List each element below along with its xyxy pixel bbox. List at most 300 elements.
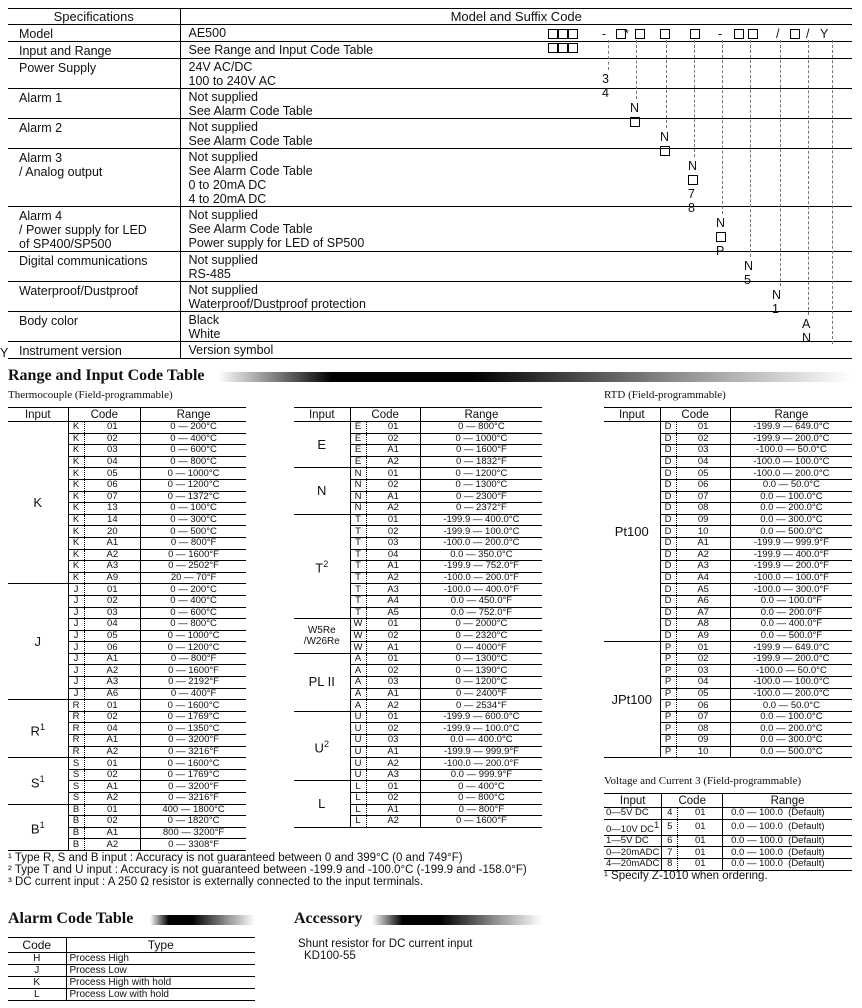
range-value: 0.0 — 100.0°F bbox=[730, 595, 852, 607]
code-letter: J bbox=[68, 607, 84, 619]
code-number: 02 bbox=[676, 653, 730, 665]
code-number: 02 bbox=[366, 793, 420, 805]
range-value: 0 — 1200°C bbox=[420, 677, 542, 689]
range-value: 0 — 1200°C bbox=[420, 468, 542, 480]
code-letter: R bbox=[68, 700, 84, 712]
range-value: 0 — 800°C bbox=[420, 793, 542, 805]
thermocouple-table-2 bbox=[294, 407, 542, 828]
code-letter: T bbox=[350, 572, 366, 584]
spec-name bbox=[8, 282, 180, 312]
code-letter: J bbox=[68, 642, 84, 654]
code-letter: J bbox=[68, 584, 84, 596]
range-value: -199.9 — 100.0°C bbox=[420, 723, 542, 735]
input-type: J bbox=[34, 633, 41, 649]
alarm-type: Process High bbox=[66, 953, 255, 965]
input-type: S bbox=[30, 775, 40, 791]
code-letter: P bbox=[660, 700, 676, 712]
code-letter: J bbox=[68, 595, 84, 607]
range-value: 0 — 800°F bbox=[141, 537, 246, 549]
code-number: 02 bbox=[366, 479, 420, 491]
range-value: 0.0 — 999.9°F bbox=[420, 769, 542, 781]
range-row bbox=[604, 858, 852, 870]
code-number: A2 bbox=[84, 839, 141, 851]
range-value: 0.0 — 400.0°C bbox=[420, 735, 542, 747]
code-guide-line bbox=[608, 40, 609, 70]
input-type: 0—10V DC bbox=[606, 823, 655, 835]
suffix-code: 7 bbox=[688, 187, 695, 201]
spec-value-line: Not supplied bbox=[188, 150, 258, 164]
spec-row bbox=[8, 207, 852, 252]
range-value: 0 — 500°C bbox=[141, 526, 246, 538]
code-number: 06 bbox=[676, 700, 730, 712]
code-number: 02 bbox=[366, 433, 420, 445]
code-letter: K bbox=[68, 514, 84, 526]
range-value: 0 — 1350°C bbox=[141, 723, 246, 735]
range-value: -199.9 — 200.0°C bbox=[730, 653, 852, 665]
code-number: 01 bbox=[678, 835, 723, 847]
code-letter: R bbox=[68, 735, 84, 747]
range-value: -199.9 — 200.0°F bbox=[730, 561, 852, 573]
code-number: 20 bbox=[84, 526, 141, 538]
input-type-cell bbox=[8, 422, 68, 584]
range-row bbox=[604, 847, 852, 859]
range-value: 0 — 1300°C bbox=[420, 653, 542, 665]
code-number: A8 bbox=[676, 619, 730, 631]
title-bar-alarm bbox=[150, 915, 255, 925]
input-type-cell bbox=[294, 653, 350, 711]
range-value: 0.0 — 200.0°C bbox=[730, 503, 852, 515]
spec-name-line: Alarm 1 bbox=[19, 91, 63, 105]
code-number: 03 bbox=[366, 677, 420, 689]
code-letter: P bbox=[660, 642, 676, 654]
input-type: B bbox=[30, 821, 40, 837]
spec-header-row bbox=[8, 9, 852, 25]
code-number: A4 bbox=[676, 572, 730, 584]
range-value: 0 — 300°C bbox=[141, 514, 246, 526]
suffix-code: A bbox=[802, 317, 811, 331]
code-letter: D bbox=[660, 422, 676, 434]
code-letter: D bbox=[660, 468, 676, 480]
spec-value-line: See Alarm Code Table bbox=[188, 164, 313, 178]
spec-header-right: Model and Suffix Code bbox=[180, 9, 852, 25]
code-number: 13 bbox=[84, 503, 141, 515]
code-letter: K bbox=[68, 445, 84, 457]
range-value: 0 — 1000°C bbox=[141, 630, 246, 642]
code-guide-line bbox=[722, 40, 723, 214]
code-number: 09 bbox=[676, 514, 730, 526]
range-value: -100.0 — 50.0°C bbox=[730, 445, 852, 457]
range-value: -199.9 — 600.0°C bbox=[420, 711, 542, 723]
code-number: 03 bbox=[366, 537, 420, 549]
code-number: 07 bbox=[84, 491, 141, 503]
code-letter: 6 bbox=[662, 835, 678, 847]
spec-row bbox=[8, 282, 852, 312]
input-type-cell bbox=[604, 835, 662, 847]
accessory-line-2: KD100-55 bbox=[304, 950, 356, 962]
code-letter: B bbox=[68, 827, 84, 839]
code-letter: K bbox=[68, 491, 84, 503]
range-row bbox=[294, 422, 542, 434]
model-code-mark: / bbox=[806, 27, 810, 41]
spec-value-line: Black bbox=[188, 313, 220, 327]
spec-name-line: Body color bbox=[19, 314, 79, 328]
code-number: A3 bbox=[84, 677, 141, 689]
spec-name bbox=[8, 312, 180, 342]
range-value: 0.0 — 350.0°C bbox=[420, 549, 542, 561]
spec-value-line: Waterproof/Dustproof protection bbox=[188, 297, 366, 311]
code-number: 01 bbox=[676, 642, 730, 654]
range-value: 0 — 600°C bbox=[141, 445, 246, 457]
code-number: 10 bbox=[676, 746, 730, 758]
spec-row bbox=[8, 89, 852, 119]
input-type: K bbox=[33, 494, 43, 510]
code-number: 08 bbox=[676, 723, 730, 735]
accessory-line-1: Shunt resistor for DC current input bbox=[298, 938, 473, 950]
range-row bbox=[604, 819, 852, 835]
alarm-row bbox=[8, 965, 255, 977]
code-number: 01 bbox=[366, 781, 420, 793]
range-row bbox=[294, 468, 542, 480]
spec-values bbox=[180, 149, 852, 207]
spec-name bbox=[8, 25, 180, 42]
suffix-code: 4 bbox=[602, 86, 609, 100]
col-code: Code bbox=[662, 794, 723, 808]
input-type: PL II bbox=[308, 674, 335, 690]
spec-value-line: 24V AC/DC bbox=[188, 60, 253, 74]
range-header-row bbox=[604, 794, 852, 808]
alarm-col-type: Type bbox=[66, 938, 255, 953]
spec-name-line: / Power supply for LED bbox=[19, 223, 147, 237]
range-value: 0.0 — 450.0°F bbox=[420, 595, 542, 607]
range-value: -199.9 — 752.0°F bbox=[420, 561, 542, 573]
suffix-code: N bbox=[660, 130, 670, 144]
model-code-mark bbox=[660, 27, 670, 41]
model-code-mark: / bbox=[776, 27, 780, 41]
code-letter: P bbox=[660, 665, 676, 677]
range-value: 0 — 600°C bbox=[141, 607, 246, 619]
code-letter: U bbox=[350, 746, 366, 758]
spec-name-line: Alarm 2 bbox=[19, 121, 63, 135]
range-value: 0 — 800°F bbox=[141, 653, 246, 665]
spec-value-line: 4 to 20mA DC bbox=[188, 192, 267, 206]
spec-row bbox=[8, 42, 852, 59]
spec-row bbox=[8, 25, 852, 42]
code-letter: D bbox=[660, 584, 676, 596]
spec-row bbox=[8, 59, 852, 89]
alarm-type: Process High with hold bbox=[66, 977, 255, 989]
code-number: 03 bbox=[84, 445, 141, 457]
code-letter: D bbox=[660, 526, 676, 538]
code-number: A1 bbox=[366, 642, 420, 654]
code-number: A2 bbox=[84, 793, 141, 805]
code-letter: U bbox=[350, 723, 366, 735]
code-number: 02 bbox=[676, 433, 730, 445]
code-number: 02 bbox=[84, 769, 141, 781]
spec-value-line: See Alarm Code Table bbox=[188, 104, 313, 118]
code-letter: P bbox=[660, 711, 676, 723]
code-number: A5 bbox=[676, 584, 730, 596]
code-letter: D bbox=[660, 572, 676, 584]
model-code-mark: Y bbox=[820, 27, 829, 41]
code-letter: D bbox=[660, 607, 676, 619]
range-value: -100.0 — 200.0°C bbox=[730, 688, 852, 700]
range-value: 0 — 2502°F bbox=[141, 561, 246, 573]
spec-name-line: Waterproof/Dustproof bbox=[19, 284, 139, 298]
alarm-code-table bbox=[8, 937, 255, 1001]
code-number: 05 bbox=[84, 630, 141, 642]
range-value: 0.0 — 200.0°F bbox=[730, 607, 852, 619]
code-number: 01 bbox=[676, 422, 730, 434]
code-number: A2 bbox=[84, 549, 141, 561]
code-letter: K bbox=[68, 479, 84, 491]
accessory-text bbox=[298, 938, 473, 962]
spec-name bbox=[8, 59, 180, 89]
suffix-code: N bbox=[772, 288, 782, 302]
range-value: 0.0 — 100.0°C bbox=[730, 711, 852, 723]
spec-values bbox=[180, 59, 852, 89]
range-value: 0 — 100°C bbox=[141, 503, 246, 515]
code-letter: J bbox=[68, 677, 84, 689]
code-letter: P bbox=[660, 653, 676, 665]
spec-value-line: See Range and Input Code Table bbox=[188, 43, 374, 57]
code-letter: A bbox=[350, 665, 366, 677]
suffix-code bbox=[688, 173, 698, 187]
code-number: 03 bbox=[84, 607, 141, 619]
spec-values bbox=[180, 89, 852, 119]
footnote-3: ³ DC current input : A 250 Ω resistor is externally connected to the input terminals. bbox=[8, 876, 424, 888]
spec-value-line: Not supplied bbox=[188, 253, 258, 267]
range-row bbox=[8, 758, 246, 770]
code-letter: P bbox=[660, 677, 676, 689]
input-code-marks bbox=[548, 41, 578, 55]
range-value: 0.0 — 200.0°C bbox=[730, 723, 852, 735]
code-number: 14 bbox=[84, 514, 141, 526]
suffix-code: N bbox=[630, 101, 640, 115]
code-letter: U bbox=[350, 735, 366, 747]
code-number: 06 bbox=[676, 479, 730, 491]
code-letter: T bbox=[350, 549, 366, 561]
code-letter: N bbox=[350, 479, 366, 491]
code-number: A4 bbox=[366, 595, 420, 607]
spec-name-line: Model bbox=[19, 27, 54, 41]
code-number: 04 bbox=[676, 677, 730, 689]
code-letter: J bbox=[68, 619, 84, 631]
range-value: 0 — 2320°C bbox=[420, 630, 542, 642]
code-guide-line bbox=[636, 40, 637, 99]
range-value: -199.9 — 200.0°C bbox=[730, 433, 852, 445]
code-letter: E bbox=[350, 422, 366, 434]
code-guide-line bbox=[666, 40, 667, 128]
code-letter: T bbox=[350, 526, 366, 538]
code-letter: L bbox=[350, 781, 366, 793]
code-number: 03 bbox=[676, 665, 730, 677]
col-range: Range bbox=[420, 408, 542, 422]
col-input: Input bbox=[604, 794, 662, 808]
code-number: A2 bbox=[366, 816, 420, 828]
code-number: A1 bbox=[84, 653, 141, 665]
range-value: 0.0 — 100.0 (Default) bbox=[723, 835, 852, 847]
code-letter: D bbox=[660, 595, 676, 607]
code-letter: R bbox=[68, 723, 84, 735]
input-type-cell: $R^1$ bbox=[8, 700, 68, 758]
code-letter: L bbox=[350, 804, 366, 816]
input-type: T bbox=[315, 560, 324, 576]
spec-value-line: 0 to 20mA DC bbox=[188, 178, 267, 192]
range-row bbox=[604, 642, 852, 654]
range-value: -199.9 — 999.9°F bbox=[420, 746, 542, 758]
code-letter: P bbox=[660, 723, 676, 735]
spec-name-line: of SP400/SP500 bbox=[19, 237, 112, 251]
suffix-code: Y bbox=[0, 346, 9, 360]
code-letter: 7 bbox=[662, 847, 678, 859]
spec-header-left: Specifications bbox=[8, 9, 180, 25]
code-letter: N bbox=[350, 468, 366, 480]
model-code-mark bbox=[734, 27, 744, 41]
suffix-code bbox=[716, 230, 726, 244]
alarm-row bbox=[8, 953, 255, 965]
range-value: 0 — 3200°F bbox=[141, 781, 246, 793]
input-type: R bbox=[30, 722, 40, 738]
spec-name bbox=[8, 252, 180, 282]
range-row bbox=[8, 584, 246, 596]
model-code-mark bbox=[790, 27, 800, 41]
code-letter: T bbox=[350, 584, 366, 596]
range-header-row bbox=[604, 408, 852, 422]
suffix-code bbox=[660, 144, 670, 158]
code-number: 01 bbox=[84, 700, 141, 712]
range-value: -100.0 — 200.0°C bbox=[420, 537, 542, 549]
range-value: -100.0 — 50.0°C bbox=[730, 665, 852, 677]
col-range: Range bbox=[723, 794, 852, 808]
alarm-col-code: Code bbox=[8, 938, 66, 953]
input-type-cell bbox=[604, 847, 662, 859]
suffix-code: N bbox=[802, 331, 812, 345]
code-letter: D bbox=[660, 491, 676, 503]
spec-value-line: See Alarm Code Table bbox=[188, 134, 313, 148]
voltage-current-note: ¹ Specify Z-1010 when ordering. bbox=[604, 870, 768, 882]
input-type-cell bbox=[294, 781, 350, 827]
code-number: 06 bbox=[84, 479, 141, 491]
code-letter: U bbox=[350, 711, 366, 723]
code-guide-line bbox=[832, 40, 833, 344]
input-type: Pt100 bbox=[614, 523, 649, 539]
input-type-cell: $U^2$ bbox=[294, 711, 350, 781]
range-row bbox=[294, 711, 542, 723]
code-letter: 5 bbox=[662, 819, 678, 835]
spec-value-line: AE500 bbox=[188, 26, 227, 40]
suffix-code: N bbox=[688, 159, 698, 173]
code-letter: D bbox=[660, 619, 676, 631]
alarm-code: H bbox=[8, 953, 66, 965]
spec-row bbox=[8, 149, 852, 207]
range-value: 0 — 2400°F bbox=[420, 688, 542, 700]
input-type: E bbox=[317, 436, 327, 452]
suffix-code: P bbox=[716, 244, 725, 258]
range-value: 0 — 2372°F bbox=[420, 503, 542, 515]
range-value: 0.0 — 100.0 (Default) bbox=[723, 819, 852, 835]
code-letter: L bbox=[350, 816, 366, 828]
range-value: 0 — 400°C bbox=[420, 781, 542, 793]
input-type: JPt100 bbox=[611, 691, 652, 707]
range-row bbox=[8, 700, 246, 712]
col-range: Range bbox=[730, 408, 852, 422]
model-code-mark bbox=[690, 27, 700, 41]
code-number: 03 bbox=[676, 445, 730, 457]
range-value: 0 — 1600°F bbox=[420, 445, 542, 457]
code-number: 01 bbox=[366, 619, 420, 631]
spec-name bbox=[8, 207, 180, 252]
code-letter: B bbox=[68, 816, 84, 828]
spec-name bbox=[8, 119, 180, 149]
alarm-code: K bbox=[8, 977, 66, 989]
range-value: 0.0 — 300.0°C bbox=[730, 514, 852, 526]
code-number: A1 bbox=[84, 537, 141, 549]
range-value: 0 — 400°F bbox=[141, 688, 246, 700]
spec-values bbox=[180, 207, 852, 252]
code-number: A2 bbox=[676, 549, 730, 561]
range-value: 0.0 — 752.0°F bbox=[420, 607, 542, 619]
code-number: 05 bbox=[676, 468, 730, 480]
alarm-code: L bbox=[8, 989, 66, 1001]
range-value: 0 — 1600°F bbox=[420, 816, 542, 828]
code-number: 04 bbox=[84, 456, 141, 468]
code-number: A1 bbox=[366, 746, 420, 758]
code-letter: R bbox=[68, 711, 84, 723]
specifications-table bbox=[8, 8, 852, 359]
range-value: 0.0 — 50.0°C bbox=[730, 479, 852, 491]
title-bar-range bbox=[218, 372, 852, 382]
code-number: A6 bbox=[676, 595, 730, 607]
code-number: 04 bbox=[84, 619, 141, 631]
code-number: 01 bbox=[84, 758, 141, 770]
input-type: 1—5V DC bbox=[606, 835, 649, 847]
spec-value-line: Version symbol bbox=[188, 343, 274, 357]
model-code-mark: - bbox=[602, 27, 607, 41]
code-letter: D bbox=[660, 630, 676, 642]
range-value: 0 — 1372°C bbox=[141, 491, 246, 503]
range-value: 0 — 2534°F bbox=[420, 700, 542, 712]
code-letter: L bbox=[350, 793, 366, 805]
code-number: 06 bbox=[84, 642, 141, 654]
code-number: 04 bbox=[84, 723, 141, 735]
range-value: -100.0 — 200.0°F bbox=[420, 758, 542, 770]
code-letter: T bbox=[350, 561, 366, 573]
spec-name bbox=[8, 149, 180, 207]
range-row bbox=[604, 422, 852, 434]
code-number: 10 bbox=[676, 526, 730, 538]
code-number: A2 bbox=[366, 758, 420, 770]
range-value: -100.0 — 200.0°F bbox=[420, 572, 542, 584]
input-type-cell: $T^2$ bbox=[294, 514, 350, 618]
range-value: -199.9 — 999.9°F bbox=[730, 537, 852, 549]
code-letter: T bbox=[350, 607, 366, 619]
code-letter: P bbox=[660, 688, 676, 700]
code-number: A1 bbox=[366, 491, 420, 503]
spec-value-line: Not supplied bbox=[188, 120, 258, 134]
code-letter: K bbox=[68, 422, 84, 434]
alarm-table-title: Alarm Code Table bbox=[8, 910, 134, 927]
model-code-mark bbox=[548, 27, 578, 41]
model-code-mark bbox=[635, 27, 645, 41]
range-row bbox=[294, 514, 542, 526]
suffix-code: 5 bbox=[744, 273, 751, 287]
spec-value-line: White bbox=[188, 327, 221, 341]
input-type: W5Re /W26Re bbox=[303, 624, 340, 647]
spec-value-line: See Alarm Code Table bbox=[188, 222, 313, 236]
range-value: 0 — 2192°F bbox=[141, 677, 246, 689]
input-type-cell bbox=[604, 808, 662, 820]
code-number: A3 bbox=[84, 561, 141, 573]
